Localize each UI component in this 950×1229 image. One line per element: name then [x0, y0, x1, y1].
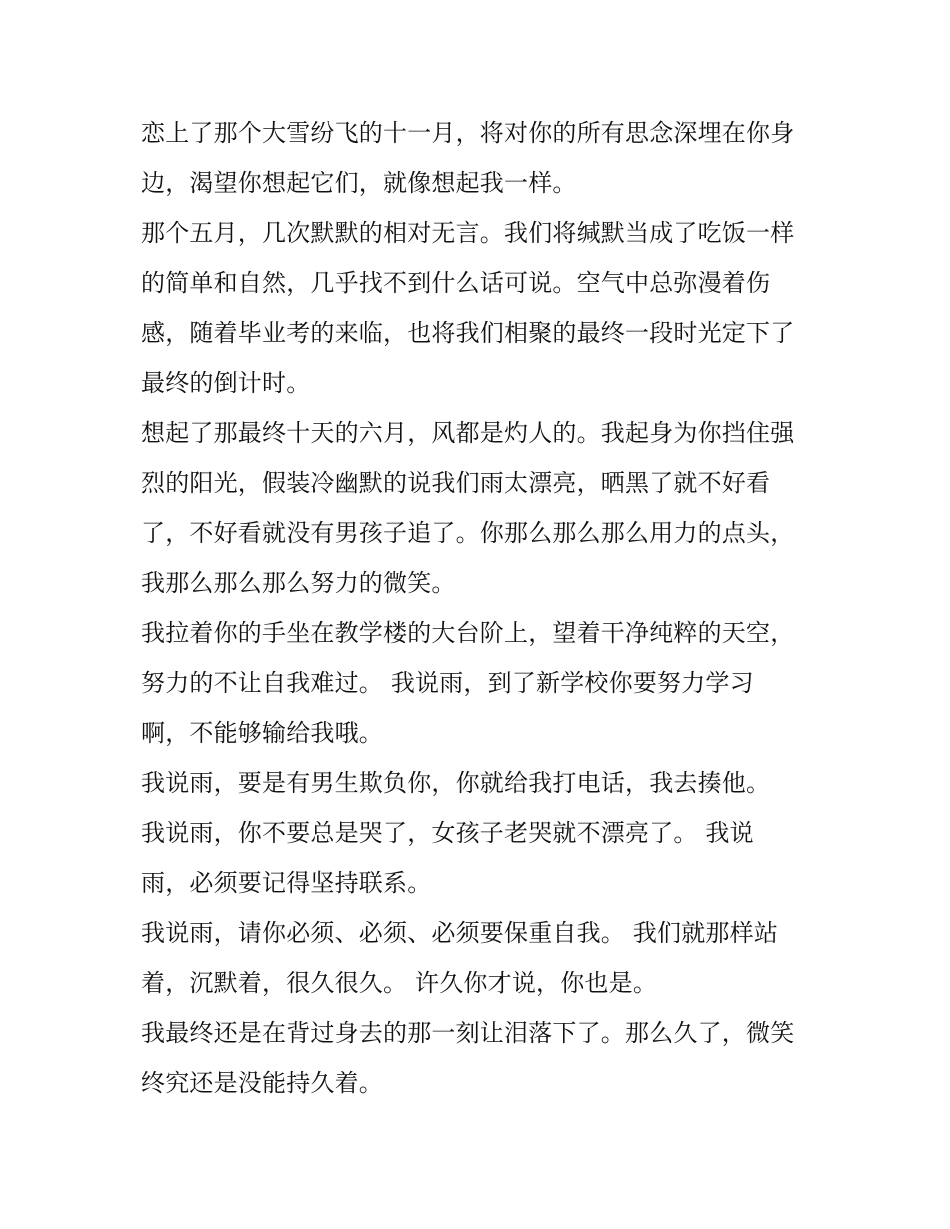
text-line-13: 啊，不能够输给我哦。 — [141, 719, 383, 747]
text-line-15: 我说雨，你不要总是哭了，女孩子老哭就不漂亮了。 我说 — [141, 819, 754, 847]
text-line-16: 雨，必须要记得坚持联系。 — [141, 869, 432, 897]
text-line-19: 我最终还是在背过身去的那一刻让泪落下了。那么久了，微笑 — [141, 1019, 795, 1047]
text-line-11: 我拉着你的手坐在教学楼的大台阶上，望着干净纯粹的天空， — [141, 619, 795, 647]
text-line-1: 恋上了那个大雪纷飞的十一月，将对你的所有思念深埋在你身 — [141, 119, 795, 147]
text-line-18: 着，沉默着，很久很久。 许久你才说，你也是。 — [141, 969, 658, 997]
text-line-4: 的简单和自然，几乎找不到什么话可说。空气中总弥漫着伤 — [141, 269, 771, 297]
text-line-12: 努力的不让自我难过。 我说雨，到了新学校你要努力学习 — [141, 669, 754, 697]
text-line-10: 我那么那么那么努力的微笑。 — [141, 569, 456, 597]
text-line-20: 终究还是没能持久着。 — [141, 1069, 383, 1097]
text-line-14: 我说雨，要是有男生欺负你，你就给我打电话，我去揍他。 — [141, 769, 771, 797]
text-line-17: 我说雨，请你必须、必须、必须要保重自我。 我们就那样站 — [141, 919, 779, 947]
text-line-3: 那个五月，几次默默的相对无言。我们将缄默当成了吃饭一样 — [141, 219, 795, 247]
text-line-6: 最终的倒计时。 — [141, 369, 311, 397]
text-line-7: 想起了那最终十天的六月，风都是灼人的。我起身为你挡住强 — [141, 419, 795, 447]
text-line-2: 边，渴望你想起它们，就像想起我一样。 — [141, 169, 577, 197]
text-line-5: 感，随着毕业考的来临，也将我们相聚的最终一段时光定下了 — [141, 319, 795, 347]
text-line-8: 烈的阳光，假装冷幽默的说我们雨太漂亮，晒黑了就不好看 — [141, 469, 771, 497]
text-line-9: 了，不好看就没有男孩子追了。你那么那么那么用力的点头， — [141, 519, 795, 547]
document-body-text — [141, 108, 811, 1108]
